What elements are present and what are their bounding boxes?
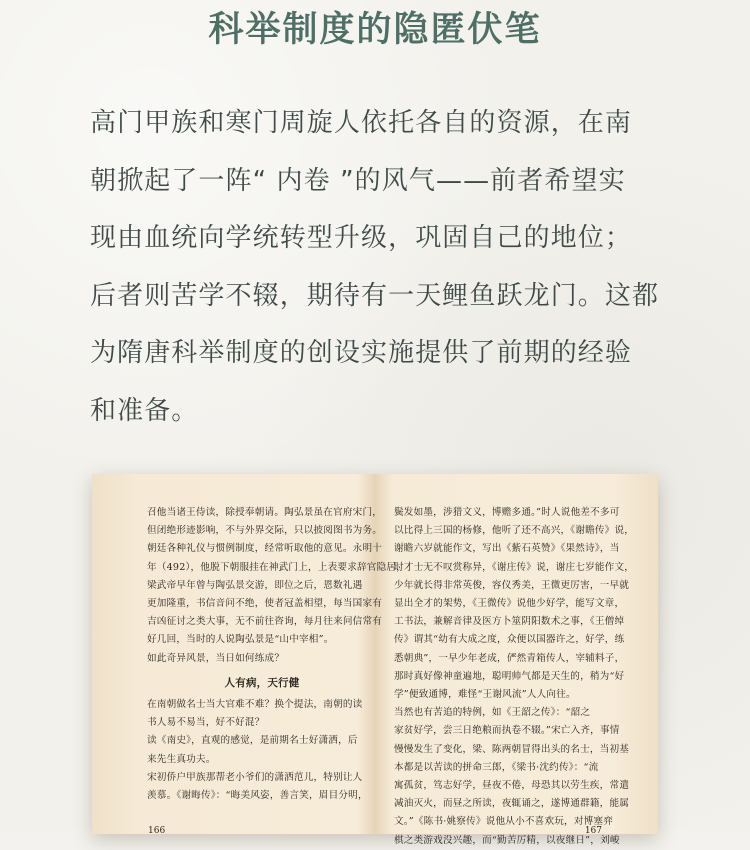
book-line: 吉凶征讨之类大事，无不前往咨询，每月往来问信常有 [147, 616, 383, 628]
book-line: 传》谓其“幼有大成之度，众便以国器许之，好学，练 [394, 634, 625, 646]
open-book-photo [92, 474, 658, 846]
book-line: 在南朝做名士当大官难不难？换个提法，南朝的读 [147, 699, 363, 711]
book-line: 减油灭火，而昼之所读，夜辄诵之，遂博通群籍，能属 [394, 798, 630, 810]
book-line: 少年就长得非常英俊，容仪秀美，王微更厉害，一早就 [394, 579, 630, 591]
book-line: 谢瞻六岁就能作文，写出《紫石英赞》《果然诗》，当 [394, 543, 620, 555]
left-page-number: 166 [148, 826, 166, 836]
book-line: 家贫好学，尝三日绝粮而执卷不辍。”宋亡入齐，事情 [394, 725, 620, 737]
book-line: 以比得上三国的杨修，他听了还不高兴，《谢瞻传》说， [394, 525, 635, 537]
book-line: 学”便致通博，难怪“王谢风流”人人向往。 [394, 689, 576, 701]
book-line: 年（492），他脱下朝服挂在神武门上，上表要求辞官隐居， [147, 561, 406, 573]
book-line: 文。”《陈书·姚察传》说他从小不喜欢玩，对博塞弈 [394, 816, 614, 828]
book-line: 鬓发如墨，涉猎文义，博赡多通。”时人说他差不多可 [394, 507, 620, 518]
book-line: 书人易不易当，好不好混？ [147, 717, 265, 729]
book-line: 那时真好像神童遍地，聪明帅气都是天生的，稍为“好 [394, 670, 625, 682]
book-line: 来先生真功夫。 [147, 753, 216, 765]
book-line: 读《南史》，直观的感觉，是前期名士好潇洒，后 [147, 735, 358, 747]
book-left-page [147, 504, 406, 805]
book-line: 显出全才的架势，《王微传》说他少好学，能写文章， [394, 598, 625, 610]
paragraph-line: 后者则苦学不辍，期待有一天鲤鱼跃龙门。这都 [90, 280, 660, 311]
book-section-heading: 人有病，天行健 [224, 676, 300, 689]
paragraph-line: 高门甲族和寒门周旋人依托各自的资源，在南 [90, 108, 633, 138]
book-line: 宋初侨户甲族那帮老小爷们的潇洒范儿，特别让人 [147, 771, 363, 783]
book-line: 朝廷各种礼仪与惯例制度，经常听取他的意见。永明十 [147, 543, 383, 555]
book-line: 时才士无不叹赏称异，《谢庄传》说，谢庄七岁能作文， [394, 561, 635, 573]
book-line: 好几回，当时的人说陶弘景是“山中宰相”。 [147, 634, 334, 646]
paragraph-line: 朝掀起了一阵“ 内卷 ”的风气——前者希望实 [90, 165, 626, 196]
book-line: 慢慢发生了变化，梁、陈两朝冒得出头的名士，当初基 [394, 743, 630, 755]
paragraph-line: 为隋唐科举制度的创设实施提供了前期的经验 [90, 338, 633, 368]
book-line: 更加隆重，书信音问不绝，使者冠盖相望，每当国家有 [147, 598, 383, 610]
book-line: 召他当诸王侍读，除授奉朝请。陶弘景虽在官府宋门， [147, 507, 383, 518]
book-line: 悉朝典”，一早少年老成，俨然青箱传人，宰辅料子， [394, 652, 625, 664]
book-line: 如此奇异风景，当日如何练成？ [147, 652, 285, 664]
book-line: 工书法，兼解音律及医方卜筮阴阳数术之事，《王僧绰 [394, 616, 625, 628]
right-page-number: 167 [584, 826, 602, 836]
book-line: 当然也有苦追的特例，如《王韶之传》：“韶之 [394, 707, 591, 719]
paragraph-line: 和准备。 [90, 395, 199, 426]
intro-paragraph [90, 95, 670, 440]
page-title: 科举制度的隐匿伏笔 [208, 9, 542, 50]
book-line: 本都是以苦读的拼命三郎，《梁书·沈约传》：“流 [394, 761, 599, 773]
book-line: 棋之类游戏没兴趣，而“勤苦厉精，以夜继日”，刘峻 [394, 834, 620, 846]
book-line: 但闭绝形迹影响，不与外界交际，只以披阅图书为务。 [147, 525, 383, 537]
book-line: 梁武帝早年曾与陶弘景交游，即位之后，恩数礼遇 [147, 579, 363, 591]
paragraph-line: 现由血统向学统转型升级，巩固自己的地位； [90, 223, 633, 253]
book-line: 羡慕。《谢晦传》：“晦美风姿，善言笑，眉目分明， [147, 790, 368, 802]
book-line: 寓孤贫，笃志好学，昼夜不倦，母恐其以劳生疾，常遣 [394, 780, 630, 792]
book-right-page [394, 504, 635, 850]
